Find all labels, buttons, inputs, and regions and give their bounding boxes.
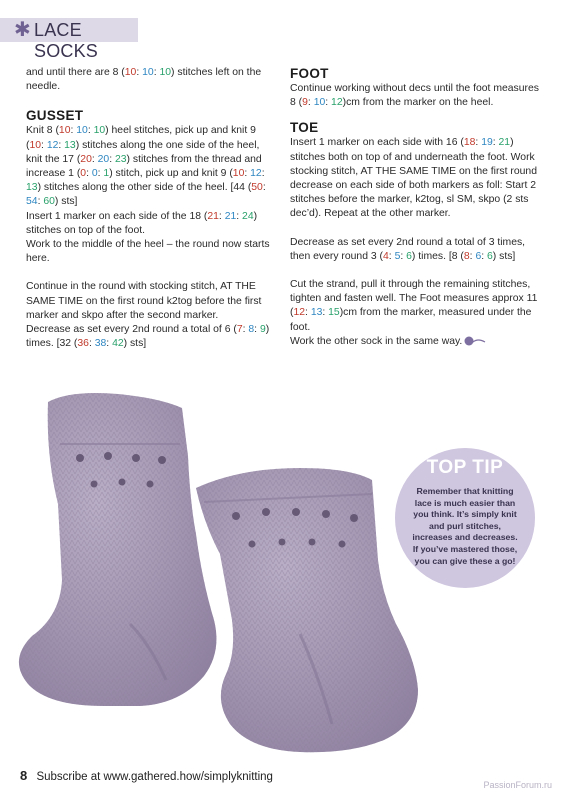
top-tip-title: TOP TIP — [426, 457, 504, 478]
yarn-ball-icon — [464, 336, 486, 346]
paragraph: Work to the middle of the heel – the round now starts here. — [26, 239, 270, 265]
paragraph: Decrease as set every 2nd round a total of 3 times, then every round 3 (4: 5: 6) times. [8 (8: 6: 6) sts] — [290, 236, 526, 262]
subscribe-link[interactable]: Subscribe at www.gathered.how/simplyknitting — [36, 771, 273, 783]
paragraph: and until there are 8 (10: 10: 10) stitches left on the needle. — [26, 67, 262, 93]
paragraph-text: Cut the strand, pull it through the remaining stitches, tighten and fasten well. The Foot measures approx 11 (12: 13: 15)cm from the marker, measured under the foot. — [290, 279, 538, 333]
top-tip-circle — [395, 448, 535, 588]
left-sock — [19, 393, 217, 706]
paragraph: Knit 8 (10: 10: 10) heel stitches, pick up and knit 9 (10: 12: 13) stitches along the one side of the heel, knit the 17 (20: 20: 23) stitches from the thread and increase 1 (0: 0: 1) stitch, pick up and knit 9 (10: 12: 13) stitches along the other side of the heel. [44 (50: 54: 60) sts] — [26, 125, 266, 208]
page-number: 8 — [20, 768, 28, 783]
footer — [20, 768, 273, 783]
flower-icon: ✱ — [14, 19, 31, 41]
heading-foot: FOOT — [290, 66, 329, 81]
paragraph — [290, 278, 540, 335]
section-header — [0, 18, 138, 61]
right-column — [290, 66, 540, 349]
heading-gusset: GUSSET — [26, 108, 84, 124]
paragraph: Insert 1 marker on each side of the 18 (21: 21: 24) stitches on top of the foot. — [26, 210, 258, 236]
watermark: PassionForum.ru — [483, 780, 552, 790]
paragraph-text: Work the other sock in the same way. — [290, 335, 463, 347]
right-sock — [196, 468, 418, 752]
paragraph: Continue in the round with stocking stitch, AT THE SAME TIME on the first round k2tog before the first marker and skpo after the second marker. — [26, 281, 262, 321]
paragraph: Decrease as set every 2nd round a total of 6 (7: 8: 9) times. [32 (36: 38: 42) sts] — [26, 324, 270, 350]
paragraph-end — [290, 335, 540, 349]
top-tip-body: Remember that knitting lace is much easier than you think. It’s simply knit and purl stitches, increases and decreases. If you’ve mastered those, you can give these a go! — [412, 486, 518, 566]
paragraph: Continue working without decs until the foot measures 8 (9: 10: 12)cm from the marker on the heel. — [290, 83, 539, 109]
heading-toe: TOE — [290, 120, 319, 136]
section-title: LACE SOCKS — [34, 20, 99, 61]
paragraph: Insert 1 marker on each side with 16 (18: 19: 21) stitches both on top of and underneath the foot. Work stocking stitch, AT THE SAME TIME on the first round decrease on each side of both markers as foll: Start 2 stitches before the marker, k2tog, sl SM, skpo (2 sts dec’d). Repeat at the other marker. — [290, 137, 537, 220]
left-column — [26, 66, 272, 351]
